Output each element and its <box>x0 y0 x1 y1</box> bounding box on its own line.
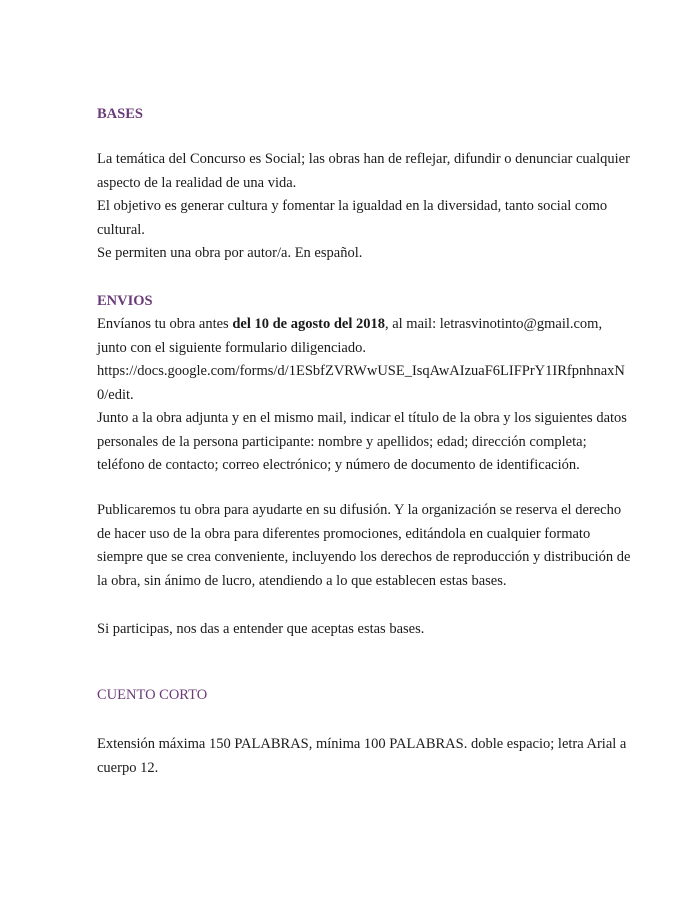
envios-line: personales de la persona participante: nombre y apellidos; edad; dirección completa; <box>97 433 587 450</box>
publicacion-line: Publicaremos tu obra para ayudarte en su difusión. Y la organización se reserva el derecho <box>97 502 622 518</box>
envios-line: teléfono de contacto; correo electrónico; y número de documento de identificación. <box>97 457 580 473</box>
publicacion-line: de hacer uso de la obra para diferentes promociones, editándola en cualquier formato <box>97 525 591 542</box>
envios-heading: ENVIOS <box>97 293 153 309</box>
bases-paragraph <box>97 148 630 266</box>
envios-line: junto con el siguiente formulario diligenciado. <box>97 339 366 356</box>
envios-line: Junto a la obra adjunta y en el mismo mail, indicar el título de la obra y los siguientes datos <box>97 410 627 426</box>
bases-line: aspecto de la realidad de una vida. <box>97 174 297 191</box>
envios-paragraph <box>97 313 627 478</box>
cuento-corto-paragraph <box>97 733 627 780</box>
envios-deadline-prefix: Envíanos tu obra antes <box>97 316 233 332</box>
publicacion-line: la obra, sin ánimo de lucro, atendiendo a lo que establecen estas bases. <box>97 572 507 589</box>
aceptacion-paragraph <box>97 618 617 642</box>
bases-line: La temática del Concurso es Social; las obras han de reflejar, difundir o denunciar cualquier <box>97 151 630 167</box>
cuento-corto-line: cuerpo 12. <box>97 759 159 776</box>
bases-line: El objetivo es generar cultura y fomentar la igualdad en la diversidad, tanto social como <box>97 198 608 214</box>
envios-deadline-date: del 10 de agosto del 2018 <box>232 316 385 332</box>
publicacion-line: siempre que se crea conveniente, incluyendo los derechos de reproducción y distribución de <box>97 549 631 565</box>
envios-deadline-suffix: , al mail: letrasvinotinto@gmail.com, <box>384 316 603 332</box>
aceptacion-line: Si participas, nos das a entender que aceptas estas bases. <box>97 621 425 637</box>
envios-form-link-cont[interactable]: 0/edit. <box>97 386 134 403</box>
envios-form-link[interactable]: https://docs.google.com/forms/d/1ESbfZVRWwUSE_IsqAwAIzuaF6LIFPrY1IRfpnhnaxN <box>97 363 625 379</box>
cuento-corto-heading: CUENTO CORTO <box>97 687 208 703</box>
cuento-corto-line: Extensión máxima 150 PALABRAS, mínima 100 PALABRAS. doble espacio; letra Arial a <box>97 736 627 752</box>
envios-deadline-line <box>97 313 617 337</box>
bases-line: Se permiten una obra por autor/a. En español. <box>97 245 363 261</box>
bases-line: cultural. <box>97 221 145 238</box>
bases-heading: BASES <box>97 106 143 122</box>
publicacion-paragraph <box>97 499 631 593</box>
